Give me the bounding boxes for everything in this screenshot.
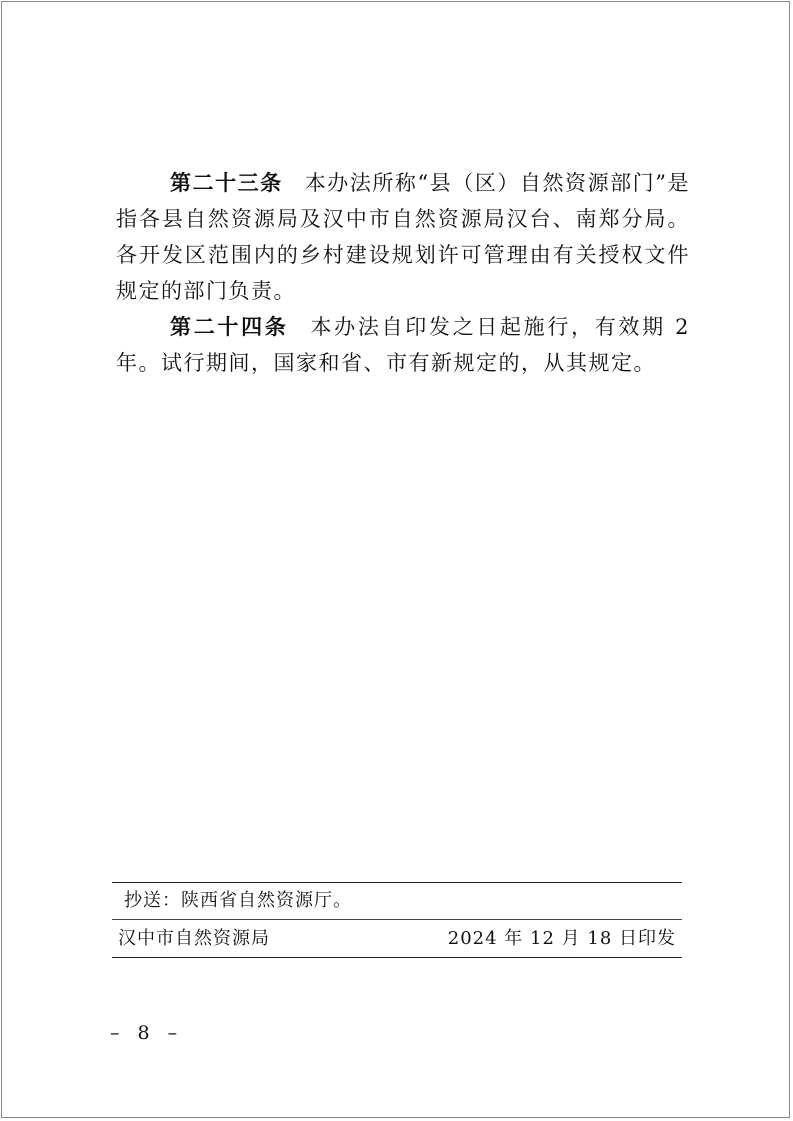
cc-line: 抄送：陕西省自然资源厅。 — [124, 890, 352, 911]
issue-date: 2024 年 12 月 18 日印发 — [447, 928, 676, 949]
document-body — [116, 165, 690, 381]
article-24-number: 第二十四条 — [170, 315, 289, 339]
document-footer — [112, 882, 682, 958]
article-23-number: 第二十三条 — [170, 171, 283, 195]
issuer-line — [112, 920, 682, 957]
article-23-text: 本办法所称“县（区）自然资源部门”是指各县自然资源局及汉中市自然资源局汉台、南郑分局。各开发区范围内的乡村建设规划许可管理由有关授权文件规定的部门负责。 — [116, 171, 690, 303]
page-number: – 8 – — [110, 1022, 184, 1044]
article-24-text: 本办法自印发之日起施行，有效期 2 年。试行期间，国家和省、市有新规定的，从其规定。 — [116, 315, 690, 375]
article-23 — [116, 165, 690, 309]
footer-bottom-rule — [112, 957, 682, 958]
issuer-name: 汉中市自然资源局 — [118, 928, 270, 949]
article-24 — [116, 309, 690, 381]
